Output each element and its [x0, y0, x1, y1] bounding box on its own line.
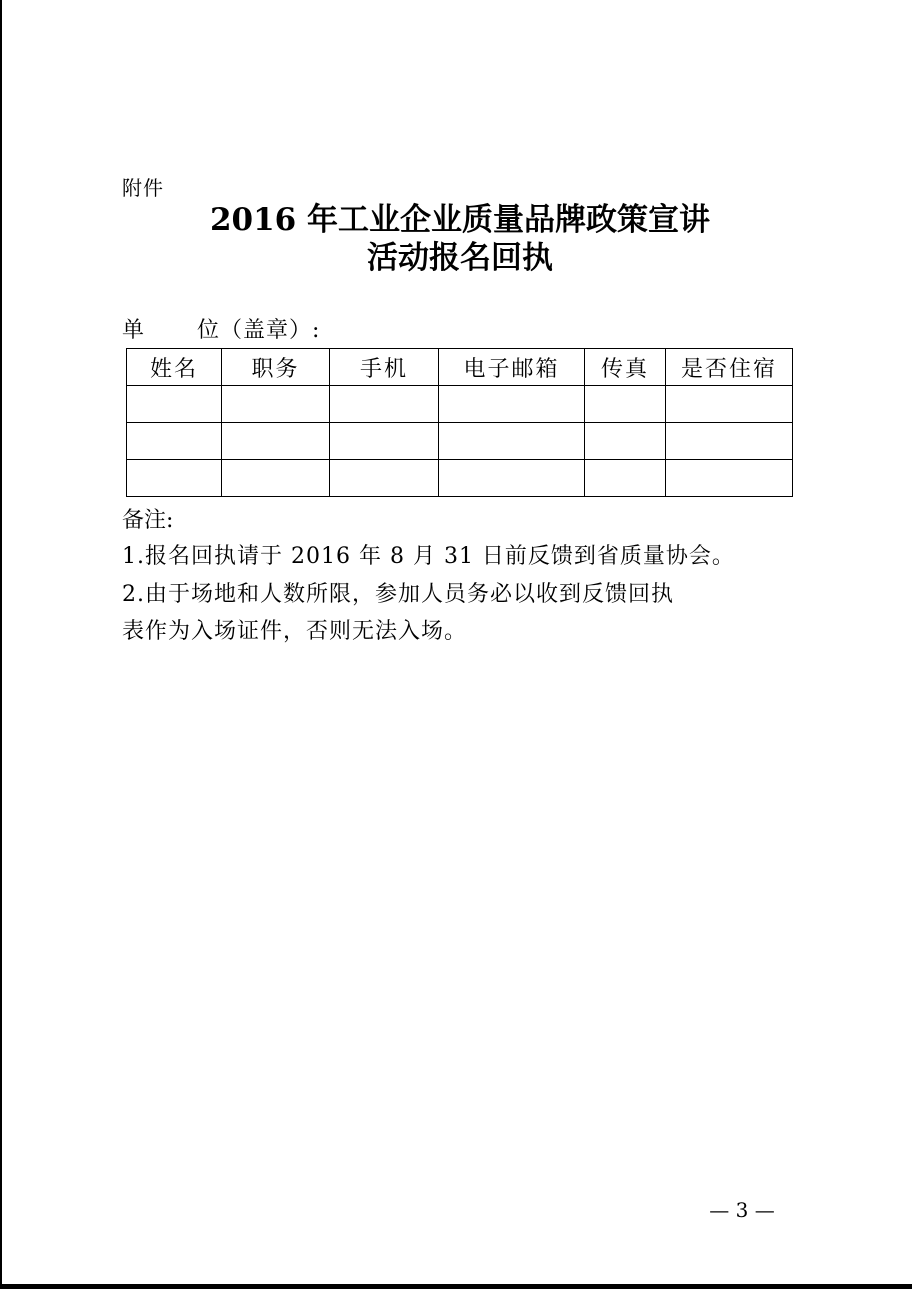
table-cell	[127, 386, 222, 423]
table-cell	[585, 460, 666, 497]
table-cell	[127, 423, 222, 460]
table-cell	[222, 423, 330, 460]
unit-stamp-line	[122, 316, 320, 346]
column-header-mobile: 手机	[330, 349, 439, 386]
column-header-name: 姓名	[127, 349, 222, 386]
column-header-position: 职务	[222, 349, 330, 386]
table-header-row	[127, 349, 793, 386]
note-item-2-line-2: 表作为入场证件，否则无法入场。	[122, 619, 468, 644]
table-row	[127, 460, 793, 497]
note-item-2-line-1: 2.由于场地和人数所限，参加人员务必以收到反馈回执	[122, 582, 674, 607]
table-row	[127, 386, 793, 423]
column-header-email: 电子邮箱	[439, 349, 585, 386]
registration-table	[126, 348, 793, 497]
table-cell	[330, 386, 439, 423]
document-title-line-1: 2016 年工业企业质量品牌政策宣讲	[209, 202, 711, 238]
table-cell	[439, 423, 585, 460]
table-cell	[330, 423, 439, 460]
column-header-accommodation: 是否住宿	[666, 349, 793, 386]
table-cell	[666, 386, 793, 423]
table-cell	[222, 460, 330, 497]
unit-label-part-b: 位（盖章）:	[197, 318, 321, 343]
table-cell	[439, 460, 585, 497]
document-title-line-2: 活动报名回执	[367, 240, 553, 276]
table-cell	[439, 386, 585, 423]
notes-heading: 备注:	[122, 508, 174, 533]
table-cell	[222, 386, 330, 423]
page-bottom-border	[0, 1284, 912, 1289]
table-cell	[666, 423, 793, 460]
column-header-fax: 传真	[585, 349, 666, 386]
table-cell	[330, 460, 439, 497]
table-cell	[585, 386, 666, 423]
table-cell	[127, 460, 222, 497]
note-item-1: 1.报名回执请于 2016 年 8 月 31 日前反馈到省质量协会。	[122, 544, 735, 569]
table-cell	[585, 423, 666, 460]
page-left-border	[0, 0, 2, 1289]
table-cell	[666, 460, 793, 497]
attachment-label: 附件	[122, 176, 164, 200]
unit-label-part-a: 单	[122, 318, 146, 343]
table-row	[127, 423, 793, 460]
page-number: — 3 —	[709, 1198, 775, 1222]
